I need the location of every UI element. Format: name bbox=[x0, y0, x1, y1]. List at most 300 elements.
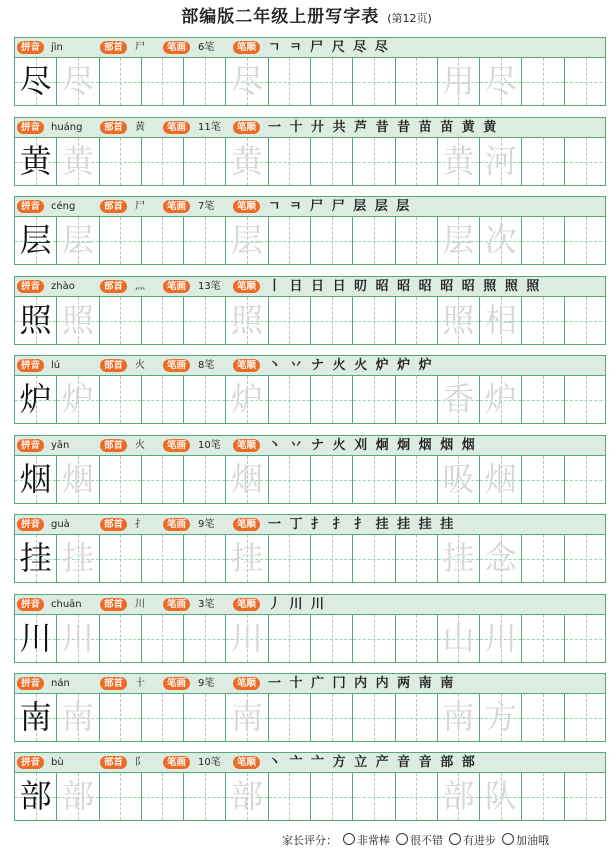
radical-tag: 部首 bbox=[100, 41, 127, 54]
pinyin-value: huáng bbox=[51, 122, 83, 133]
parent-rating bbox=[282, 832, 549, 848]
character-info-bar bbox=[14, 752, 606, 772]
trace-character: 层 bbox=[231, 221, 264, 259]
practice-cell[interactable] bbox=[353, 615, 395, 662]
stroke-order-tag: 笔顺 bbox=[233, 359, 260, 372]
stroke-order-tag: 笔顺 bbox=[233, 598, 260, 611]
pinyin-tag: 拼音 bbox=[17, 518, 44, 531]
practice-cell[interactable] bbox=[565, 58, 607, 105]
pinyin-value: céng bbox=[51, 201, 76, 212]
practice-cell[interactable] bbox=[438, 694, 480, 741]
trace-character: 南 bbox=[231, 698, 264, 736]
trace-character: 黄 bbox=[231, 142, 264, 180]
practice-cell[interactable] bbox=[480, 456, 522, 503]
practice-cell[interactable] bbox=[269, 456, 311, 503]
writing-grid bbox=[14, 534, 606, 583]
practice-cell[interactable] bbox=[353, 138, 395, 185]
practice-cell[interactable] bbox=[226, 297, 268, 344]
practice-cell[interactable] bbox=[438, 376, 480, 423]
practice-cell[interactable] bbox=[226, 376, 268, 423]
practice-cell[interactable] bbox=[438, 615, 480, 662]
radical-tag: 部首 bbox=[100, 756, 127, 769]
character-info-bar bbox=[14, 514, 606, 534]
practice-cell[interactable] bbox=[226, 138, 268, 185]
practice-cell[interactable] bbox=[480, 58, 522, 105]
practice-cell[interactable] bbox=[100, 535, 142, 582]
word-trace-character: 炉 bbox=[484, 380, 517, 418]
radical-value: 扌 bbox=[135, 519, 145, 530]
word-trace-character: 层 bbox=[442, 221, 475, 259]
radical-value: 火 bbox=[135, 360, 145, 371]
practice-cell[interactable] bbox=[480, 694, 522, 741]
word-trace-character: 南 bbox=[442, 698, 475, 736]
practice-cell[interactable] bbox=[480, 773, 522, 820]
writing-grid bbox=[14, 375, 606, 424]
practice-cell[interactable] bbox=[100, 217, 142, 264]
practice-cell[interactable] bbox=[142, 456, 184, 503]
word-trace-character: 河 bbox=[484, 142, 517, 180]
trace-character: 挂 bbox=[61, 539, 94, 577]
practice-cell[interactable] bbox=[311, 615, 353, 662]
practice-cell[interactable] bbox=[184, 138, 226, 185]
rating-option[interactable] bbox=[396, 834, 443, 847]
word-trace-character: 川 bbox=[484, 619, 517, 657]
practice-cell[interactable] bbox=[311, 456, 353, 503]
practice-cell[interactable] bbox=[311, 376, 353, 423]
practice-cell[interactable] bbox=[311, 694, 353, 741]
practice-cell[interactable] bbox=[565, 694, 607, 741]
pinyin-tag: 拼音 bbox=[17, 756, 44, 769]
pinyin-tag: 拼音 bbox=[17, 200, 44, 213]
writing-grid bbox=[14, 455, 606, 504]
practice-cell[interactable] bbox=[438, 456, 480, 503]
practice-cell[interactable] bbox=[15, 376, 57, 423]
practice-cell[interactable] bbox=[438, 58, 480, 105]
practice-cell[interactable] bbox=[480, 376, 522, 423]
word-trace-character: 部 bbox=[442, 777, 475, 815]
practice-cell[interactable] bbox=[15, 694, 57, 741]
practice-cell[interactable] bbox=[57, 58, 99, 105]
practice-cell[interactable] bbox=[57, 217, 99, 264]
practice-cell[interactable] bbox=[522, 535, 564, 582]
practice-cell[interactable] bbox=[396, 773, 438, 820]
word-trace-character: 方 bbox=[484, 698, 517, 736]
practice-cell[interactable] bbox=[15, 217, 57, 264]
stroke-order-sequence: 丶 丷 ナ 火 刈 炯 炯 烟 烟 烟 bbox=[268, 438, 477, 453]
rating-option-label: 非常棒 bbox=[357, 834, 390, 847]
practice-cell[interactable] bbox=[100, 138, 142, 185]
practice-cell[interactable] bbox=[565, 535, 607, 582]
practice-cell[interactable] bbox=[142, 773, 184, 820]
model-character: 层 bbox=[19, 221, 52, 259]
practice-cell[interactable] bbox=[438, 138, 480, 185]
practice-cell[interactable] bbox=[396, 694, 438, 741]
model-character: 部 bbox=[19, 777, 52, 815]
practice-cell[interactable] bbox=[565, 138, 607, 185]
practice-cell[interactable] bbox=[522, 456, 564, 503]
stroke-order-tag: 笔顺 bbox=[233, 41, 260, 54]
word-trace-character: 尽 bbox=[484, 62, 517, 100]
rating-option-label: 加油哦 bbox=[516, 834, 549, 847]
character-block bbox=[14, 514, 606, 583]
model-character: 川 bbox=[19, 619, 52, 657]
practice-cell[interactable] bbox=[396, 456, 438, 503]
character-info-bar bbox=[14, 117, 606, 137]
trace-character: 部 bbox=[231, 777, 264, 815]
practice-cell[interactable] bbox=[353, 376, 395, 423]
practice-cell[interactable] bbox=[100, 297, 142, 344]
stroke-count-value: 3笔 bbox=[198, 599, 215, 610]
stroke-count-tag: 笔画 bbox=[163, 121, 190, 134]
trace-character: 烟 bbox=[231, 460, 264, 498]
pinyin-value: chuān bbox=[51, 599, 82, 610]
practice-cell[interactable] bbox=[396, 535, 438, 582]
pinyin-tag: 拼音 bbox=[17, 598, 44, 611]
practice-cell[interactable] bbox=[226, 58, 268, 105]
stroke-count-value: 10笔 bbox=[198, 757, 221, 768]
stroke-count-value: 13笔 bbox=[198, 281, 221, 292]
practice-cell[interactable] bbox=[15, 535, 57, 582]
radical-value: 川 bbox=[135, 599, 145, 610]
model-character: 照 bbox=[19, 301, 52, 339]
trace-character: 尽 bbox=[231, 62, 264, 100]
model-character: 烟 bbox=[19, 460, 52, 498]
stroke-count-tag: 笔画 bbox=[163, 598, 190, 611]
practice-cell[interactable] bbox=[353, 217, 395, 264]
pinyin-tag: 拼音 bbox=[17, 121, 44, 134]
practice-cell[interactable] bbox=[15, 773, 57, 820]
trace-character: 挂 bbox=[231, 539, 264, 577]
trace-character: 层 bbox=[61, 221, 94, 259]
trace-character: 部 bbox=[61, 777, 94, 815]
practice-cell[interactable] bbox=[142, 535, 184, 582]
practice-cell[interactable] bbox=[226, 773, 268, 820]
character-info-bar bbox=[14, 276, 606, 296]
stroke-count-tag: 笔画 bbox=[163, 439, 190, 452]
trace-character: 川 bbox=[231, 619, 264, 657]
stroke-order-tag: 笔顺 bbox=[233, 280, 260, 293]
practice-cell[interactable] bbox=[184, 58, 226, 105]
pinyin-value: nán bbox=[51, 678, 70, 689]
radical-tag: 部首 bbox=[100, 280, 127, 293]
practice-cell[interactable] bbox=[57, 615, 99, 662]
practice-cell[interactable] bbox=[396, 58, 438, 105]
practice-cell[interactable] bbox=[522, 615, 564, 662]
word-trace-character: 照 bbox=[442, 301, 475, 339]
trace-character: 黄 bbox=[61, 142, 94, 180]
stroke-count-value: 9笔 bbox=[198, 678, 215, 689]
practice-cell[interactable] bbox=[100, 376, 142, 423]
stroke-count-value: 8笔 bbox=[198, 360, 215, 371]
radical-tag: 部首 bbox=[100, 677, 127, 690]
practice-cell[interactable] bbox=[57, 138, 99, 185]
practice-cell[interactable] bbox=[184, 535, 226, 582]
character-block bbox=[14, 276, 606, 345]
model-character: 挂 bbox=[19, 539, 52, 577]
practice-cell[interactable] bbox=[184, 694, 226, 741]
practice-cell[interactable] bbox=[438, 297, 480, 344]
practice-cell[interactable] bbox=[269, 297, 311, 344]
practice-cell[interactable] bbox=[269, 773, 311, 820]
radio-circle-icon[interactable] bbox=[343, 833, 355, 845]
practice-cell[interactable] bbox=[269, 138, 311, 185]
practice-cell[interactable] bbox=[565, 297, 607, 344]
practice-cell[interactable] bbox=[438, 535, 480, 582]
radio-circle-icon[interactable] bbox=[502, 833, 514, 845]
practice-cell[interactable] bbox=[353, 297, 395, 344]
practice-cell[interactable] bbox=[184, 376, 226, 423]
practice-cell[interactable] bbox=[15, 138, 57, 185]
radical-value: 尸 bbox=[135, 42, 145, 53]
stroke-order-sequence: 一 十 广 冂 内 内 两 南 南 bbox=[268, 676, 456, 691]
rating-option-label: 有进步 bbox=[463, 834, 496, 847]
practice-cell[interactable] bbox=[142, 138, 184, 185]
pinyin-tag: 拼音 bbox=[17, 359, 44, 372]
word-trace-character: 黄 bbox=[442, 142, 475, 180]
practice-cell[interactable] bbox=[15, 615, 57, 662]
writing-grid bbox=[14, 296, 606, 345]
practice-cell[interactable] bbox=[100, 58, 142, 105]
word-trace-character: 香 bbox=[442, 380, 475, 418]
practice-cell[interactable] bbox=[396, 376, 438, 423]
stroke-order-tag: 笔顺 bbox=[233, 200, 260, 213]
practice-cell[interactable] bbox=[142, 297, 184, 344]
practice-cell[interactable] bbox=[480, 535, 522, 582]
practice-cell[interactable] bbox=[480, 297, 522, 344]
practice-cell[interactable] bbox=[522, 297, 564, 344]
practice-cell[interactable] bbox=[269, 217, 311, 264]
practice-cell[interactable] bbox=[522, 58, 564, 105]
practice-cell[interactable] bbox=[565, 376, 607, 423]
model-character: 黄 bbox=[19, 142, 52, 180]
word-trace-character: 用 bbox=[442, 62, 475, 100]
stroke-count-value: 10笔 bbox=[198, 440, 221, 451]
practice-cell[interactable] bbox=[480, 138, 522, 185]
pinyin-value: guà bbox=[51, 519, 70, 530]
practice-cell[interactable] bbox=[396, 217, 438, 264]
practice-cell[interactable] bbox=[522, 376, 564, 423]
practice-cell[interactable] bbox=[184, 773, 226, 820]
stroke-count-value: 9笔 bbox=[198, 519, 215, 530]
practice-cell[interactable] bbox=[353, 694, 395, 741]
trace-character: 照 bbox=[231, 301, 264, 339]
pinyin-value: bù bbox=[51, 757, 64, 768]
rating-option[interactable] bbox=[449, 834, 496, 847]
character-block bbox=[14, 594, 606, 663]
trace-character: 照 bbox=[61, 301, 94, 339]
character-info-bar bbox=[14, 196, 606, 216]
character-block bbox=[14, 117, 606, 186]
practice-cell[interactable] bbox=[100, 456, 142, 503]
radical-tag: 部首 bbox=[100, 598, 127, 611]
practice-cell[interactable] bbox=[396, 615, 438, 662]
radical-value: 阝 bbox=[135, 757, 145, 768]
practice-cell[interactable] bbox=[57, 535, 99, 582]
practice-cell[interactable] bbox=[522, 217, 564, 264]
practice-cell[interactable] bbox=[269, 376, 311, 423]
practice-cell[interactable] bbox=[226, 217, 268, 264]
character-block bbox=[14, 673, 606, 742]
rating-option[interactable] bbox=[343, 834, 390, 847]
practice-cell[interactable] bbox=[15, 297, 57, 344]
stroke-count-tag: 笔画 bbox=[163, 200, 190, 213]
practice-cell[interactable] bbox=[142, 58, 184, 105]
radical-tag: 部首 bbox=[100, 518, 127, 531]
practice-cell[interactable] bbox=[57, 773, 99, 820]
writing-grid bbox=[14, 614, 606, 663]
practice-cell[interactable] bbox=[100, 773, 142, 820]
practice-cell[interactable] bbox=[311, 138, 353, 185]
practice-cell[interactable] bbox=[480, 615, 522, 662]
practice-cell[interactable] bbox=[311, 773, 353, 820]
stroke-count-tag: 笔画 bbox=[163, 756, 190, 769]
model-character: 尽 bbox=[19, 62, 52, 100]
word-trace-character: 队 bbox=[484, 777, 517, 815]
practice-cell[interactable] bbox=[142, 694, 184, 741]
practice-cell[interactable] bbox=[522, 694, 564, 741]
practice-cell[interactable] bbox=[480, 217, 522, 264]
practice-cell[interactable] bbox=[522, 138, 564, 185]
practice-cell[interactable] bbox=[57, 297, 99, 344]
stroke-order-sequence: ㄱ ㅋ 尸 尸 层 层 层 bbox=[268, 199, 412, 214]
stroke-order-sequence: 一 丁 扌 扌 扌 挂 挂 挂 挂 bbox=[268, 517, 456, 532]
stroke-count-value: 7笔 bbox=[198, 201, 215, 212]
rating-label: 家长评分： bbox=[282, 834, 337, 847]
practice-cell[interactable] bbox=[565, 773, 607, 820]
practice-cell[interactable] bbox=[353, 58, 395, 105]
word-trace-character: 山 bbox=[442, 619, 475, 657]
practice-cell[interactable] bbox=[565, 615, 607, 662]
practice-cell[interactable] bbox=[142, 615, 184, 662]
practice-cell[interactable] bbox=[57, 456, 99, 503]
practice-cell[interactable] bbox=[184, 456, 226, 503]
practice-cell[interactable] bbox=[353, 456, 395, 503]
stroke-count-tag: 笔画 bbox=[163, 280, 190, 293]
radical-tag: 部首 bbox=[100, 359, 127, 372]
rating-option-label: 很不错 bbox=[410, 834, 443, 847]
practice-cell[interactable] bbox=[142, 217, 184, 264]
practice-cell[interactable] bbox=[57, 376, 99, 423]
word-trace-character: 吸 bbox=[442, 460, 475, 498]
practice-cell[interactable] bbox=[311, 297, 353, 344]
practice-cell[interactable] bbox=[438, 217, 480, 264]
word-trace-character: 念 bbox=[484, 539, 517, 577]
pinyin-tag: 拼音 bbox=[17, 41, 44, 54]
stroke-count-tag: 笔画 bbox=[163, 41, 190, 54]
practice-cell[interactable] bbox=[269, 694, 311, 741]
practice-cell[interactable] bbox=[15, 456, 57, 503]
practice-cell[interactable] bbox=[226, 615, 268, 662]
trace-character: 南 bbox=[61, 698, 94, 736]
character-info-bar bbox=[14, 594, 606, 614]
practice-cell[interactable] bbox=[100, 615, 142, 662]
writing-grid bbox=[14, 772, 606, 821]
practice-cell[interactable] bbox=[522, 773, 564, 820]
stroke-order-sequence: 丿 川 川 bbox=[268, 597, 327, 612]
trace-character: 炉 bbox=[231, 380, 264, 418]
practice-cell[interactable] bbox=[100, 694, 142, 741]
stroke-count-value: 11笔 bbox=[198, 122, 221, 133]
stroke-count-tag: 笔画 bbox=[163, 359, 190, 372]
word-trace-character: 挂 bbox=[442, 539, 475, 577]
trace-character: 尽 bbox=[61, 62, 94, 100]
radical-tag: 部首 bbox=[100, 200, 127, 213]
radical-tag: 部首 bbox=[100, 121, 127, 134]
practice-cell[interactable] bbox=[353, 535, 395, 582]
radio-circle-icon[interactable] bbox=[396, 833, 408, 845]
practice-cell[interactable] bbox=[15, 58, 57, 105]
stroke-order-tag: 笔顺 bbox=[233, 439, 260, 452]
character-info-bar bbox=[14, 355, 606, 375]
practice-cell[interactable] bbox=[57, 694, 99, 741]
practice-cell[interactable] bbox=[565, 456, 607, 503]
practice-cell[interactable] bbox=[311, 217, 353, 264]
practice-cell[interactable] bbox=[142, 376, 184, 423]
practice-cell[interactable] bbox=[269, 615, 311, 662]
practice-cell[interactable] bbox=[311, 535, 353, 582]
practice-cell[interactable] bbox=[565, 217, 607, 264]
radical-value: 火 bbox=[135, 440, 145, 451]
word-trace-character: 相 bbox=[484, 301, 517, 339]
practice-cell[interactable] bbox=[184, 217, 226, 264]
stroke-count-tag: 笔画 bbox=[163, 677, 190, 690]
writing-grid bbox=[14, 693, 606, 742]
writing-grid bbox=[14, 57, 606, 106]
pinyin-value: jìn bbox=[51, 42, 63, 53]
stroke-order-sequence: 丶 丷 ナ 火 火 炉 炉 炉 bbox=[268, 358, 434, 373]
radical-value: 尸 bbox=[135, 201, 145, 212]
character-block bbox=[14, 435, 606, 504]
radical-value: 灬 bbox=[135, 281, 145, 292]
pinyin-value: lú bbox=[51, 360, 61, 371]
practice-cell[interactable] bbox=[396, 138, 438, 185]
stroke-order-sequence: 一 十 廾 共 芦 昔 昔 苗 苗 黄 黄 bbox=[268, 120, 499, 135]
practice-cell[interactable] bbox=[184, 297, 226, 344]
pinyin-value: yān bbox=[51, 440, 70, 451]
stroke-order-sequence: ㄱ ㅋ 尸 尺 尽 尽 bbox=[268, 40, 390, 55]
character-block bbox=[14, 752, 606, 821]
practice-cell[interactable] bbox=[226, 535, 268, 582]
writing-grid bbox=[14, 216, 606, 265]
rating-option[interactable] bbox=[502, 834, 549, 847]
practice-cell[interactable] bbox=[396, 297, 438, 344]
stroke-order-tag: 笔顺 bbox=[233, 518, 260, 531]
practice-cell[interactable] bbox=[269, 535, 311, 582]
word-trace-character: 烟 bbox=[484, 460, 517, 498]
practice-cell[interactable] bbox=[438, 773, 480, 820]
stroke-count-value: 6笔 bbox=[198, 42, 215, 53]
trace-character: 川 bbox=[61, 619, 94, 657]
stroke-order-sequence: 丶 亠 亠 方 立 产 音 音 部 部 bbox=[268, 755, 477, 770]
character-block bbox=[14, 355, 606, 424]
practice-cell[interactable] bbox=[226, 456, 268, 503]
model-character: 炉 bbox=[19, 380, 52, 418]
character-block bbox=[14, 196, 606, 265]
practice-cell[interactable] bbox=[184, 615, 226, 662]
pinyin-value: zhào bbox=[51, 281, 75, 292]
stroke-order-tag: 笔顺 bbox=[233, 756, 260, 769]
practice-cell[interactable] bbox=[269, 58, 311, 105]
radical-value: 黄 bbox=[135, 122, 145, 133]
radio-circle-icon[interactable] bbox=[449, 833, 461, 845]
practice-cell[interactable] bbox=[226, 694, 268, 741]
model-character: 南 bbox=[19, 698, 52, 736]
word-trace-character: 次 bbox=[484, 221, 517, 259]
practice-cell[interactable] bbox=[353, 773, 395, 820]
practice-cell[interactable] bbox=[311, 58, 353, 105]
character-info-bar bbox=[14, 37, 606, 57]
worksheet-title bbox=[0, 2, 613, 27]
